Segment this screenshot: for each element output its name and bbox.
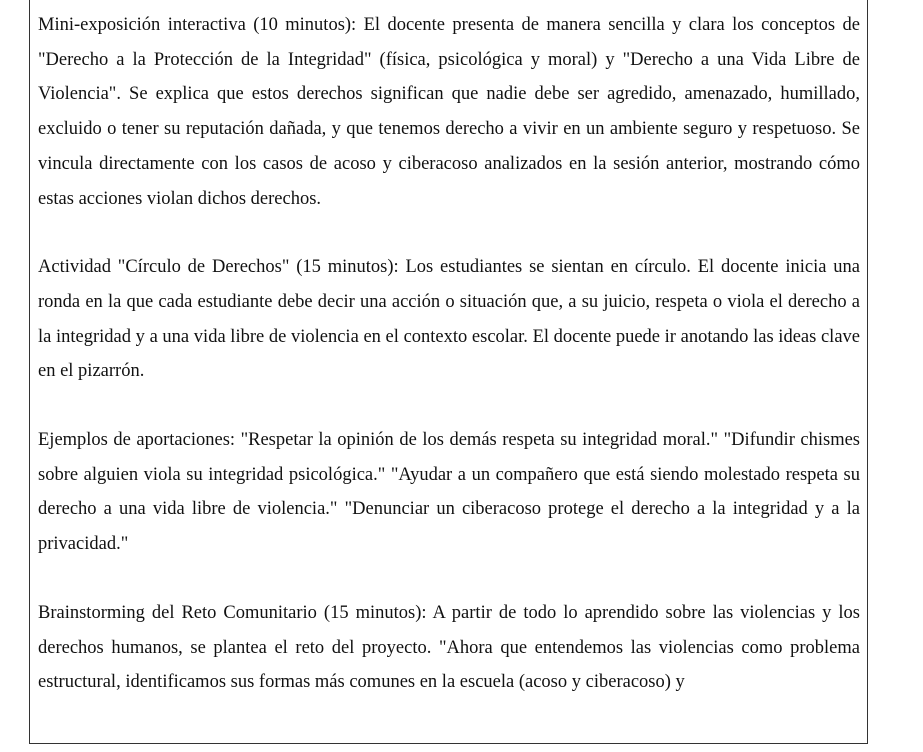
paragraph-circulo-de-derechos: Actividad "Círculo de Derechos" (15 minutos): Los estudiantes se sientan en círculo. El docente inicia una ronda en la que cada estudiante debe decir una acción o situación que, a su juicio, respeta o viola el derecho a la integridad y a una vida libre de violencia en el contexto escolar. El docente puede ir anotando las ideas clave en el pizarrón. (38, 257, 860, 382)
paragraph-brainstorming-reto: Brainstorming del Reto Comunitario (15 minutos): A partir de todo lo aprendido sobre las violencias y los derechos humanos, se plantea el reto del proyecto. "Ahora que entendemos las violencias como problema estructural, identificamos sus formas más comunes en la escuela (acoso y ciberacoso) y (38, 602, 860, 693)
document-body (38, 8, 860, 734)
paragraph-ejemplos-aportaciones: Ejemplos de aportaciones: "Respetar la opinión de los demás respeta su integridad moral." "Difundir chismes sobre alguien viola su integridad psicológica." "Ayudar a un compañero que está siendo molestado respeta su derecho a una vida libre de violencia." "Denunciar un ciberacoso protege el derecho a la integridad y a la privacidad." (38, 430, 860, 555)
paragraph-mini-exposicion: Mini-exposición interactiva (10 minutos): El docente presenta de manera sencilla y clara los conceptos de "Derecho a la Protección de la Integridad" (física, psicológica y moral) y "Derecho a una Vida Libre de Violencia". Se explica que estos derechos significan que nadie debe ser agredido, amenazado, humillado, excluido o tener su reputación dañada, y que tenemos derecho a vivir en un ambiente seguro y respetuoso. Se vincula directamente con los casos de acoso y ciberacoso analizados en la sesión anterior, mostrando cómo estas acciones violan dichos derechos. (38, 15, 860, 209)
document-table-cell (29, 0, 868, 744)
